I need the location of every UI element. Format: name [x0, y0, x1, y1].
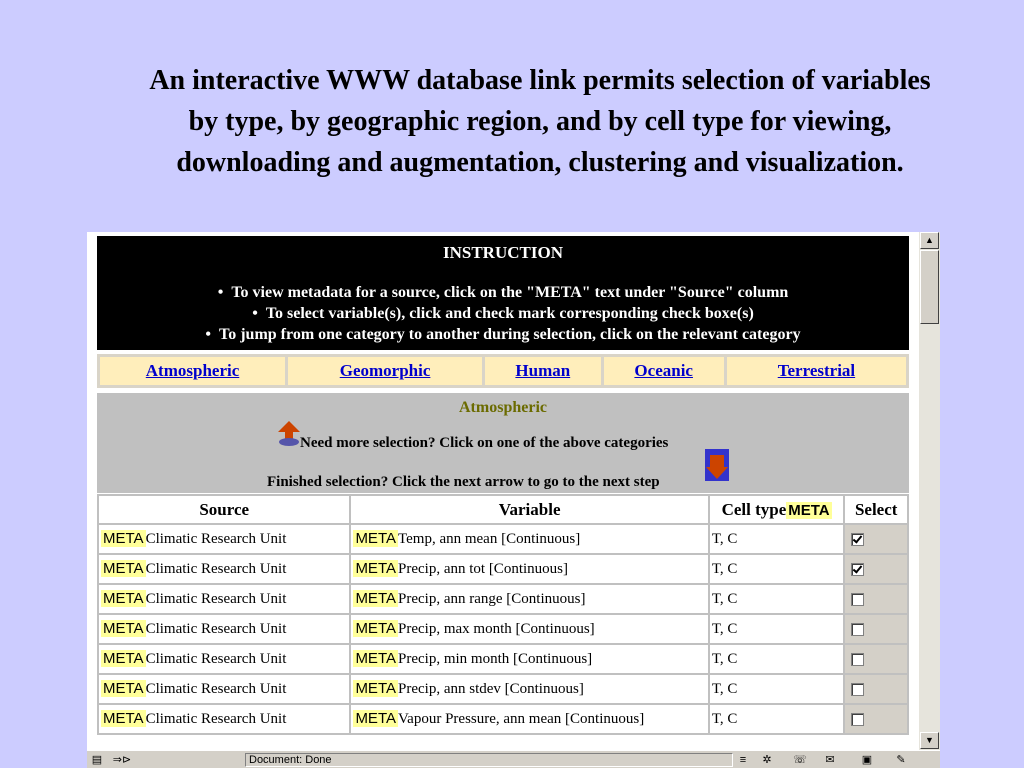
page-icon: ▤: [91, 754, 103, 766]
instruction-box: [97, 236, 909, 350]
cell-type-value: T, C: [710, 585, 844, 613]
table-row: [99, 675, 907, 703]
security-icon: ✲: [762, 754, 772, 766]
source-name: Climatic Research Unit: [145, 711, 287, 727]
source-name: Climatic Research Unit: [145, 621, 287, 637]
select-checkbox[interactable]: [851, 593, 864, 606]
cell-type-value: T, C: [710, 705, 844, 733]
category-nav: [97, 354, 909, 388]
source-cell: [99, 645, 349, 673]
select-checkbox[interactable]: [851, 623, 864, 636]
select-checkbox[interactable]: [851, 533, 864, 546]
table-header-row: [99, 496, 907, 523]
instruction-item: • To jump from one category to another during selection, click on the relevant category: [97, 324, 909, 345]
scroll-down-icon[interactable]: ▼: [920, 732, 939, 749]
source-meta-link[interactable]: META: [103, 680, 144, 697]
source-meta-link[interactable]: META: [103, 650, 144, 667]
variable-meta-link[interactable]: META: [355, 680, 396, 697]
variable-cell: [351, 645, 707, 673]
instruction-list: [97, 282, 909, 345]
table-row: [99, 615, 907, 643]
header-cell-type: [710, 496, 844, 523]
select-cell: [845, 705, 907, 733]
status-text: Document: Done: [245, 753, 733, 767]
table-row: [99, 585, 907, 613]
variable-cell: [351, 615, 707, 643]
title-line: An interactive WWW database link permits selection of variables: [149, 65, 931, 96]
source-name: Climatic Research Unit: [145, 561, 287, 577]
browser-content: [87, 232, 919, 750]
select-cell: [845, 645, 907, 673]
select-checkbox[interactable]: [851, 713, 864, 726]
mail-icon[interactable]: ✉: [825, 754, 835, 766]
instruction-item: • To view metadata for a source, click on the "META" text under "Source" column: [97, 282, 909, 303]
variable-cell: [351, 705, 707, 733]
table-row: [99, 645, 907, 673]
scroll-up-icon[interactable]: ▲: [920, 232, 939, 249]
table-row: [99, 525, 907, 553]
variable-name: Vapour Pressure, ann mean [Continuous]: [398, 711, 645, 727]
select-cell: [845, 675, 907, 703]
instruction-heading: INSTRUCTION: [443, 243, 563, 262]
table-row: [99, 555, 907, 583]
header-variable: Variable: [351, 496, 707, 523]
arrow-up-icon[interactable]: [278, 421, 300, 447]
variable-cell: [351, 675, 707, 703]
category-link-human[interactable]: Human: [485, 357, 600, 385]
variable-name: Precip, min month [Continuous]: [398, 651, 593, 667]
variable-cell: [351, 555, 707, 583]
source-meta-link[interactable]: META: [103, 530, 144, 547]
source-meta-link[interactable]: META: [103, 560, 144, 577]
browser-screenshot: [87, 232, 940, 768]
select-cell: [845, 525, 907, 553]
category-link-atmospheric[interactable]: Atmospheric: [100, 357, 285, 385]
select-cell: [845, 615, 907, 643]
variable-name: Precip, ann tot [Continuous]: [398, 561, 568, 577]
cell-type-value: T, C: [710, 615, 844, 643]
source-cell: [99, 525, 349, 553]
source-cell: [99, 675, 349, 703]
variable-name: Precip, ann range [Continuous]: [398, 591, 586, 607]
variable-meta-link[interactable]: META: [355, 650, 396, 667]
selection-panel: [97, 392, 909, 493]
source-cell: [99, 615, 349, 643]
vertical-scrollbar[interactable]: [919, 232, 940, 750]
category-link-terrestrial[interactable]: Terrestrial: [727, 357, 906, 385]
variable-meta-link[interactable]: META: [355, 560, 396, 577]
variable-meta-link[interactable]: META: [355, 710, 396, 727]
variable-cell: [351, 585, 707, 613]
edit-icon[interactable]: ✎: [896, 754, 906, 766]
finished-selection-text: Finished selection? Click the next arrow to go to the next step: [267, 474, 660, 490]
component-bar-icon[interactable]: ☏: [793, 754, 807, 766]
select-cell: [845, 585, 907, 613]
panel-title: Atmospheric: [459, 399, 547, 416]
title-line: downloading and augmentation, clustering and visualization.: [176, 147, 904, 178]
cell-type-value: T, C: [710, 675, 844, 703]
category-link-geomorphic[interactable]: Geomorphic: [288, 357, 482, 385]
cell-type-value: T, C: [710, 555, 844, 583]
table-row: [99, 705, 907, 733]
source-name: Climatic Research Unit: [145, 591, 287, 607]
variable-name: Precip, max month [Continuous]: [398, 621, 595, 637]
composer-icon[interactable]: ▣: [861, 754, 873, 766]
header-cell-type-label: Cell type: [721, 499, 787, 519]
source-meta-link[interactable]: META: [103, 710, 144, 727]
source-meta-link[interactable]: META: [103, 620, 144, 637]
source-cell: [99, 585, 349, 613]
scroll-thumb[interactable]: [920, 250, 939, 324]
title-line: by type, by geographic region, and by cell type for viewing,: [188, 106, 892, 137]
variable-name: Precip, ann stdev [Continuous]: [398, 681, 584, 697]
select-checkbox[interactable]: [851, 653, 864, 666]
category-link-oceanic[interactable]: Oceanic: [604, 357, 724, 385]
select-checkbox[interactable]: [851, 563, 864, 576]
header-select: Select: [845, 496, 907, 523]
status-bar: [87, 750, 940, 768]
table-body: [99, 525, 907, 733]
select-checkbox[interactable]: [851, 683, 864, 696]
select-cell: [845, 555, 907, 583]
variable-meta-link[interactable]: META: [355, 590, 396, 607]
source-meta-link[interactable]: META: [103, 590, 144, 607]
variable-cell: [351, 525, 707, 553]
next-arrow-icon[interactable]: [705, 449, 729, 481]
variables-table: [97, 494, 909, 735]
more-selection-text: Need more selection? Click on one of the above categories: [300, 435, 669, 451]
source-cell: [99, 555, 349, 583]
variable-name: Temp, ann mean [Continuous]: [398, 531, 581, 547]
cell-type-meta-link[interactable]: META: [788, 501, 830, 519]
instruction-item: • To select variable(s), click and check mark corresponding check boxe(s): [97, 303, 909, 324]
cell-type-value: T, C: [710, 645, 844, 673]
source-cell: [99, 705, 349, 733]
variable-meta-link[interactable]: META: [355, 530, 396, 547]
variable-meta-link[interactable]: META: [355, 620, 396, 637]
source-name: Climatic Research Unit: [145, 651, 287, 667]
header-source: Source: [99, 496, 349, 523]
connection-icon: ⇒⊳: [112, 754, 132, 766]
cell-type-value: T, C: [710, 525, 844, 553]
source-name: Climatic Research Unit: [145, 681, 287, 697]
progress-icon: ≡: [739, 754, 747, 766]
slide-title: [40, 60, 1024, 183]
source-name: Climatic Research Unit: [145, 531, 287, 547]
